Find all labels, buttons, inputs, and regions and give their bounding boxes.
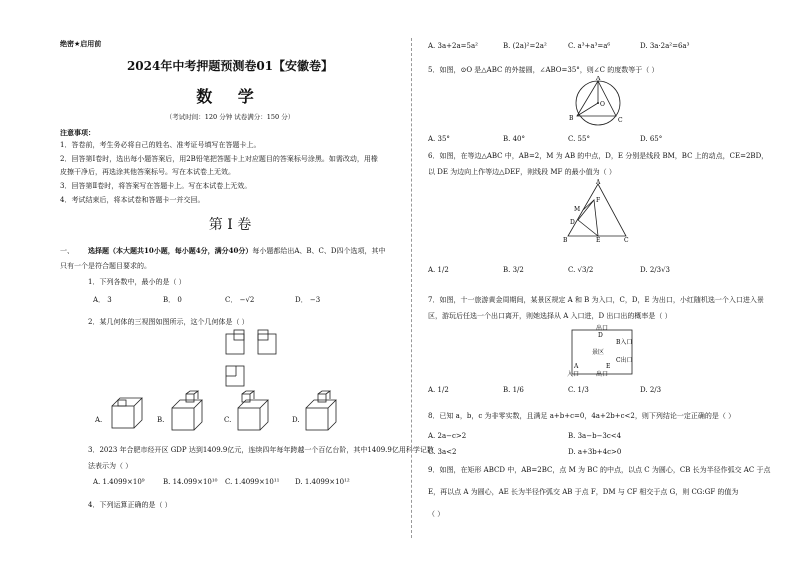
q7-option-c[interactable]: C. 1/3 bbox=[568, 386, 589, 394]
q1-option-a: A． 3 bbox=[93, 296, 112, 304]
solid-d-figure bbox=[302, 390, 342, 434]
label-b-entrance: B入口 bbox=[616, 339, 633, 346]
q3-stem-1: 3．2023 年合肥市经开区 GDP 达到1409.9亿元，连续四年每年跨越一个百亿台阶，其中1409.9亿用科学记数 bbox=[88, 446, 434, 454]
q7-stem-2: 区，游玩后任选一个出口离开，则她选择从 A 入口进，D 出口出的概率是（ ） bbox=[428, 312, 672, 320]
q6-stem-1: 6．如图，在等边△ABC 中，AB=2，M 为 AB 的中点，D，E 分别是线段 BM，BC 上的动点，CE=2BD， bbox=[428, 152, 769, 160]
label-exit-bottom: 出口 bbox=[596, 371, 609, 378]
q5-option-d[interactable]: D. 65° bbox=[640, 135, 663, 143]
three-views-figure bbox=[222, 328, 284, 390]
q8-option-c[interactable]: C. 3a<2 bbox=[428, 448, 457, 456]
q6-option-d[interactable]: D. 2/3√3 bbox=[640, 266, 670, 274]
q1-option-b: B． 0 bbox=[163, 296, 182, 304]
q4-option-b[interactable]: B. (2a)²=2a² bbox=[503, 42, 547, 50]
label-o: O bbox=[600, 101, 605, 108]
intro-bold: 选择题（本大题共10小题，每小题4分，满分40分） bbox=[88, 246, 253, 255]
label-c-exit: C出口 bbox=[616, 357, 633, 364]
triangle-figure bbox=[560, 178, 632, 244]
subject-title: 数 学 bbox=[196, 87, 264, 106]
label-entrance: 入口 bbox=[567, 371, 580, 378]
q6-stem-2: 以 DE 为边向上作等边△DEF，则线段 MF 的最小值为（ ） bbox=[428, 168, 616, 176]
q4-option-d[interactable]: D. 3a·2a²=6a³ bbox=[640, 42, 690, 50]
q8-option-b[interactable]: B. 3a−b−3c<4 bbox=[568, 432, 622, 440]
q6-option-a[interactable]: A. 1/2 bbox=[428, 266, 449, 274]
q6-option-c[interactable]: C. √3/2 bbox=[568, 266, 594, 274]
solid-a-figure bbox=[108, 392, 144, 432]
solid-c-figure bbox=[234, 390, 274, 434]
label-a: A bbox=[596, 76, 601, 82]
q7-option-d[interactable]: D. 2/3 bbox=[640, 386, 662, 394]
exam-title: 2024年中考押题预测卷01【安徽卷】 bbox=[126, 59, 334, 73]
section-intro bbox=[60, 246, 386, 256]
q2-option-c[interactable]: C. bbox=[224, 416, 232, 424]
label-b: B bbox=[563, 237, 568, 244]
label-e: E bbox=[606, 363, 611, 370]
q9-stem-1: 9．如图，在矩形 ABCD 中，AB=2BC，点 M 为 BC 的中点，以点 C 为圆心，CB 长为半径作弧交 AC 于点 bbox=[428, 466, 771, 474]
circle-figure bbox=[566, 76, 630, 130]
q5-option-b[interactable]: B. 40° bbox=[503, 135, 526, 143]
label-a: A bbox=[596, 179, 601, 186]
note-item: 3．回答第Ⅱ卷时，将答案写在答题卡上。写在本试卷上无效。 bbox=[60, 182, 252, 190]
q3-option-a[interactable]: A. 1.4099×10⁹ bbox=[93, 478, 145, 486]
intro-prefix: 一、 bbox=[60, 247, 74, 255]
q3-option-b[interactable]: B. 14.099×10¹⁰ bbox=[163, 478, 218, 486]
section-title: 第 I 卷 bbox=[208, 217, 252, 233]
label-exit-top: 出口 bbox=[596, 325, 609, 332]
solid-b-figure bbox=[168, 390, 208, 434]
note-item: 2．回答第Ⅰ卷时，选出每小题答案后，用2B铅笔把答题卡上对应题目的答案标号涂黑。如需改动，用橡 bbox=[60, 155, 378, 163]
q7-option-a[interactable]: A. 1/2 bbox=[428, 386, 449, 394]
secret-label: 绝密★启用前 bbox=[60, 40, 102, 48]
label-f: F bbox=[596, 197, 601, 204]
label-scenic-area: 景区 bbox=[592, 349, 605, 356]
q2-option-d[interactable]: D. bbox=[292, 416, 300, 424]
q4-stem: 4．下列运算正确的是（ ） bbox=[88, 501, 172, 509]
q9-stem-3: （ ） bbox=[428, 510, 445, 518]
q6-option-b[interactable]: B. 3/2 bbox=[503, 266, 524, 274]
label-a: A bbox=[574, 363, 579, 370]
q5-option-c[interactable]: C. 55° bbox=[568, 135, 590, 143]
note-item: 皮擦干净后，再选涂其他答案标号。写在本试卷上无效。 bbox=[60, 168, 235, 176]
label-e: E bbox=[596, 237, 601, 244]
q8-stem: 8．已知 a，b，c 为非零实数，且满足 a+b+c=0，4a+2b+c<2，则下列结论一定正确的是（ ） bbox=[428, 412, 736, 420]
q4-option-a[interactable]: A. 3a+2a=5a² bbox=[428, 42, 478, 50]
q5-option-a[interactable]: A. 35° bbox=[428, 135, 450, 143]
q8-option-a[interactable]: A. 2a−c>2 bbox=[428, 432, 467, 440]
q2-option-a[interactable]: A. bbox=[95, 416, 103, 424]
label-c: C bbox=[618, 117, 623, 124]
q4-option-c[interactable]: C. a³+a³=a⁶ bbox=[568, 42, 611, 50]
label-b: B bbox=[569, 115, 574, 122]
note-item: 4．考试结束后，将本试卷和答题卡一并交回。 bbox=[60, 196, 205, 204]
q1-option-c: C． −√2 bbox=[225, 296, 255, 304]
q3-option-c[interactable]: C. 1.4099×10¹¹ bbox=[225, 478, 280, 486]
column-divider bbox=[411, 38, 412, 538]
label-d: D bbox=[598, 332, 603, 339]
q7-stem-1: 7．如图，十一旅游黄金周期间，某景区规定 A 和 B 为入口，C，D，E 为出口，小红随机选一个入口进入景 bbox=[428, 296, 764, 304]
q8-option-d[interactable]: D. a+3b+4c>0 bbox=[568, 448, 622, 456]
q7-option-b[interactable]: B. 1/6 bbox=[503, 386, 524, 394]
q1-stem: 1．下列各数中，最小的是（ ） bbox=[88, 278, 186, 286]
q2-stem: 2．某几何体的三视图如图所示，这个几何体是（ ） bbox=[88, 318, 249, 326]
note-item: 1．答卷前，考生务必将自己的姓名、准考证号填写在答题卡上。 bbox=[60, 141, 261, 149]
section-intro-2: 只有一个是符合题目要求的。 bbox=[60, 262, 151, 270]
label-c: C bbox=[624, 237, 629, 244]
q3-stem-2: 法表示为（ ） bbox=[88, 462, 133, 470]
q1-option-d: D． −3 bbox=[295, 296, 321, 304]
label-d: D bbox=[570, 219, 575, 226]
q2-option-b[interactable]: B. bbox=[157, 416, 165, 424]
q3-option-d[interactable]: D. 1.4099×10¹² bbox=[295, 478, 350, 486]
scenic-map-figure bbox=[558, 322, 642, 380]
q9-stem-2: E，再以点 A 为圆心，AE 长为半径作弧交 AB 于点 F，DM 与 CF 相交于点 G，则 CG:GF 的值为 bbox=[428, 488, 739, 496]
q5-stem: 5．如图，⊙O 是△ABC 的外接圆，∠ABO=35°，则∠C 的度数等于（ ） bbox=[428, 66, 659, 74]
intro-rest: 每小题都给出A、B、C、D四个选项，其中 bbox=[252, 247, 386, 255]
time-info: （考试时间：120 分钟 试卷满分：150 分） bbox=[165, 113, 295, 121]
label-m: M bbox=[574, 206, 581, 213]
notes-heading: 注意事项： bbox=[60, 128, 95, 137]
